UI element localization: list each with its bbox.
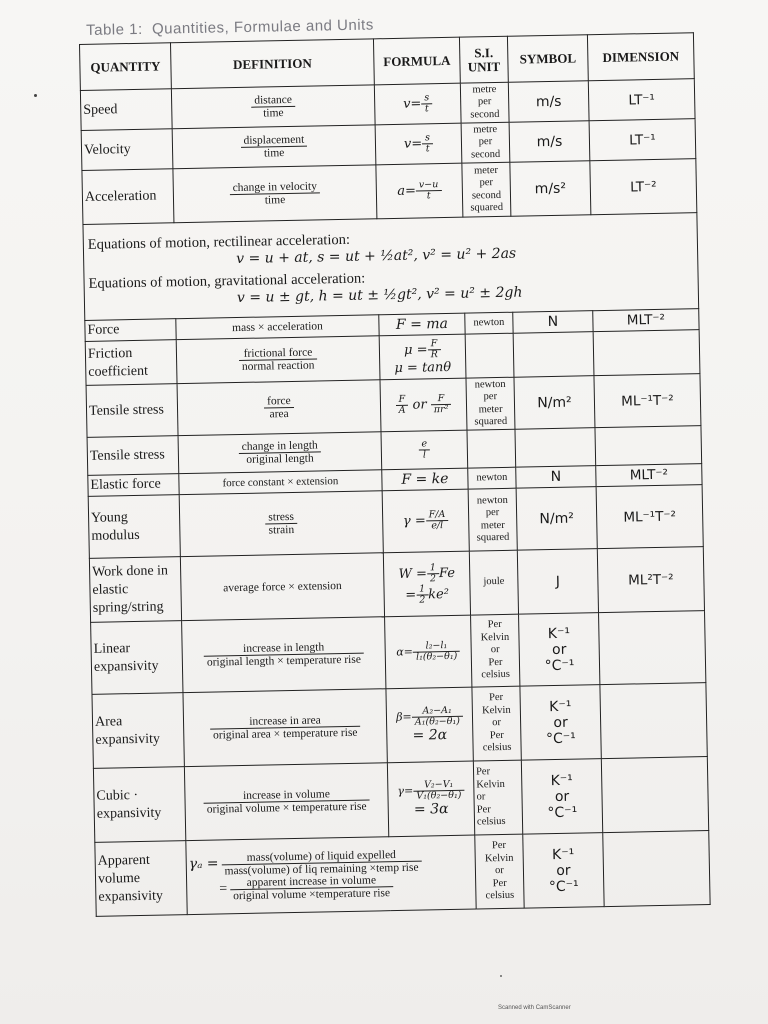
- table-row: [95, 831, 710, 917]
- formula-denominator: l: [422, 449, 427, 461]
- definition-cell: [177, 380, 381, 436]
- symbol-line: or: [554, 788, 570, 805]
- def-denominator: original volume × temperature rise: [206, 800, 367, 816]
- definition-cell: [178, 432, 382, 474]
- unit-line: squared: [476, 531, 510, 544]
- definition-cell: [176, 336, 380, 384]
- formula-lhs: α=: [396, 645, 414, 659]
- formula-numerator: 1: [427, 563, 439, 574]
- formula-alt: = 3α: [413, 801, 449, 818]
- def-denominator: area: [269, 408, 289, 421]
- def-denominator: original length × temperature rise: [206, 653, 361, 669]
- formula-numerator: F: [395, 395, 408, 406]
- unit-line: second: [470, 108, 500, 121]
- quantity-cell: Young modulus: [88, 495, 180, 559]
- unit-cell: [462, 162, 511, 217]
- unit-cell: [468, 488, 517, 551]
- unit-line: second: [471, 189, 502, 201]
- def-numerator: change in velocity: [230, 180, 321, 195]
- quantity-cell: Speed: [80, 89, 172, 131]
- unit-cell: [460, 82, 509, 123]
- gravitational-heading: Equations of motion, gravitational acceleration:: [88, 270, 366, 292]
- gravitational-equations: v = u ± gt, h = ut ± ½gt², v² = u² ± 2gh: [236, 284, 523, 306]
- formula-numerator: A₂−A₁: [412, 706, 463, 718]
- symbol-cell: [520, 685, 601, 761]
- formula-denominator: A₁(θ₂−θ₁): [414, 715, 461, 728]
- header-quantity: QUANTITY: [80, 43, 172, 91]
- unit-line: or: [476, 791, 486, 803]
- formula-lhs: γ=: [397, 784, 414, 798]
- formula-denominator: t: [426, 190, 431, 202]
- unit-line: per: [485, 507, 500, 519]
- table-row: [88, 485, 703, 559]
- def-numerator: increase in area: [210, 714, 361, 730]
- rectilinear-equations: v = u + at, s = ut + ½at², v² = u² + 2as: [235, 245, 517, 267]
- definition-cell: [172, 125, 376, 169]
- def-numerator: apparent increase in volume: [230, 874, 393, 890]
- symbol-line: or: [551, 641, 567, 658]
- formula-numerator: l₂−l₁: [413, 641, 460, 653]
- dimension-cell: LT⁻¹: [589, 119, 696, 161]
- formula-cell: [375, 123, 462, 165]
- unit-cell: [467, 429, 516, 468]
- formula-lhs: v=: [402, 96, 422, 112]
- quantity-cell: Area expansivity: [92, 693, 184, 769]
- unit-cell: [472, 686, 521, 761]
- formula-numerator: v−u: [416, 180, 442, 191]
- symbol-line: °C⁻¹: [548, 878, 579, 895]
- def-denominator: original volume ×temperature rise: [233, 886, 391, 902]
- symbol-cell: N/m²: [514, 376, 595, 430]
- def-numerator: force: [264, 395, 294, 409]
- unit-line: newton: [476, 494, 508, 506]
- formula-lhs: μ =: [403, 341, 428, 358]
- equals-sign: =: [219, 880, 228, 897]
- unit-line: squared: [474, 415, 508, 428]
- unit-line: Per: [476, 803, 491, 816]
- header-si-unit: S.I. UNIT: [459, 36, 508, 83]
- formula-numerator: 1: [416, 584, 428, 595]
- stray-mark: [500, 975, 502, 977]
- symbol-cell: m/s: [508, 81, 589, 123]
- def-denominator: strain: [268, 523, 295, 537]
- dimension-cell: [599, 611, 706, 685]
- formula-alt: = 2α: [412, 727, 448, 744]
- formula-cell: [380, 378, 467, 432]
- unit-line: meter: [478, 403, 503, 415]
- def-numerator: stress: [265, 511, 297, 525]
- formula-numerator: s: [422, 133, 433, 144]
- unit-cell: [466, 377, 515, 430]
- quantity-cell: Work done in elastic spring/string: [89, 557, 181, 623]
- unit-line: Per: [488, 656, 503, 669]
- dimension-cell: LT⁻²: [590, 159, 697, 215]
- table-row: [91, 611, 706, 695]
- dimension-cell: [595, 426, 702, 466]
- def-denominator: normal reaction: [241, 359, 315, 373]
- header-formula: FORMULA: [373, 37, 460, 85]
- quantity-cell: Acceleration: [82, 169, 174, 225]
- formula-lhs: γₐ =: [188, 855, 219, 872]
- definition-cell: [186, 835, 476, 915]
- formula-denominator: e/l: [431, 520, 444, 532]
- quantity-cell: Tensile stress: [86, 384, 178, 438]
- formula-denominator: V₁(θ₂−θ₁): [416, 789, 462, 802]
- symbol-cell: [513, 332, 594, 378]
- symbol-cell: [521, 759, 602, 835]
- symbol-cell: [523, 833, 604, 909]
- quantity-cell: Tensile stress: [87, 436, 179, 476]
- unit-line: per: [477, 96, 492, 108]
- def-denominator: time: [263, 147, 285, 160]
- definition-cell: average force × extension: [180, 553, 384, 621]
- formula-cell: F = ke: [382, 468, 468, 491]
- unit-line: metre: [472, 83, 497, 96]
- formula-cell: [382, 489, 469, 553]
- def-denominator: mass(volume) of liq remaining ×temp rise: [224, 861, 419, 877]
- formula-numerator: s: [421, 93, 432, 104]
- symbol-line: or: [553, 714, 568, 731]
- unit-line: celsius: [476, 816, 506, 828]
- scan-footer: Scanned with CamScanner: [498, 1005, 571, 1011]
- unit-line: Kelvin: [484, 852, 514, 865]
- symbol-line: K⁻¹: [550, 772, 573, 789]
- formula-lhs: β=: [396, 710, 412, 724]
- equations-row: [83, 213, 699, 321]
- def-denominator: time: [263, 107, 284, 120]
- definition-cell: [173, 165, 377, 223]
- definition-cell: force constant × extension: [179, 470, 382, 495]
- quantity-cell: Elastic force: [88, 474, 179, 497]
- formula-numerator: V₂−V₁: [413, 780, 464, 792]
- equations-cell: [83, 213, 699, 321]
- header-definition: DEFINITION: [170, 39, 374, 89]
- unit-line: Per: [489, 692, 504, 704]
- table-title: Table 1: Quantities, Formulae and Units: [86, 16, 374, 39]
- dimension-cell: ML⁻¹T⁻²: [596, 485, 703, 549]
- unit-line: Per: [491, 840, 507, 852]
- unit-line: celsius: [485, 890, 515, 902]
- unit-line: per: [483, 391, 498, 403]
- formula-denominator: t: [424, 103, 429, 115]
- formula-cell: [387, 761, 474, 837]
- table-row: [92, 683, 707, 769]
- unit-line: Kelvin: [480, 631, 510, 644]
- header-dimension: DIMENSION: [587, 33, 694, 81]
- def-numerator: mass(volume) of liquid expelled: [221, 848, 421, 865]
- formula-cell: [374, 83, 461, 125]
- unit-line: meter: [473, 164, 499, 176]
- unit-line: or: [494, 865, 504, 877]
- definition-cell: [182, 617, 386, 693]
- unit-cell: [473, 760, 522, 835]
- unit-cell: joule: [469, 550, 518, 615]
- unit-line: squared: [470, 201, 504, 214]
- dimension-cell: MLT⁻²: [596, 464, 702, 487]
- def-numerator: frictional force: [239, 346, 318, 361]
- formula-denominator: R: [430, 348, 438, 360]
- quantity-cell: Friction coefficient: [85, 340, 177, 386]
- formula-lhs: v=: [403, 136, 423, 152]
- formula-cell: [379, 334, 466, 380]
- formula-numerator: e: [418, 439, 430, 450]
- quantity-cell: Velocity: [81, 129, 173, 171]
- rectilinear-heading: Equations of motion, rectilinear acceleration:: [87, 231, 351, 253]
- dimension-cell: [601, 757, 708, 833]
- def-numerator: distance: [251, 94, 295, 108]
- unit-line: or: [492, 717, 502, 729]
- unit-line: newton: [474, 378, 506, 390]
- formula-alt: μ = tanθ: [394, 359, 452, 376]
- table-row: [93, 757, 708, 843]
- dimension-cell: [593, 330, 700, 376]
- symbol-line: °C⁻¹: [545, 730, 576, 747]
- unit-line: per: [479, 177, 494, 189]
- header-symbol: SYMBOL: [507, 35, 588, 83]
- symbol-cell: [519, 613, 600, 687]
- unit-line: or: [490, 644, 500, 656]
- def-numerator: change in length: [239, 439, 321, 454]
- formula-cell: F = ma: [379, 313, 465, 336]
- symbol-line: or: [556, 862, 571, 879]
- formula-lhs: γ =: [402, 513, 426, 529]
- unit-line: Per: [475, 766, 491, 778]
- quantity-cell: Cubic · expansivity: [93, 767, 185, 843]
- dimension-cell: LT⁻¹: [588, 79, 695, 121]
- def-denominator: time: [264, 194, 286, 207]
- formula-cell: [383, 551, 470, 617]
- formula-denominator: πr²: [433, 403, 449, 416]
- formula-cell: [386, 687, 473, 763]
- symbol-cell: [515, 428, 596, 468]
- unit-line: celsius: [482, 742, 512, 754]
- unit-cell: [475, 834, 524, 909]
- formula-denominator: A: [398, 404, 406, 416]
- formula-or: or: [412, 397, 427, 413]
- formula-denominator: 2: [419, 593, 426, 606]
- unit-cell: newton: [468, 467, 516, 489]
- symbol-cell: m/s²: [510, 161, 591, 217]
- definition-cell: [183, 689, 387, 767]
- unit-line: second: [470, 148, 501, 161]
- def-numerator: increase in length: [204, 641, 364, 657]
- formula-lhs: W =: [398, 565, 428, 582]
- formula-denominator: 2: [429, 572, 437, 584]
- unit-line: Per: [489, 729, 504, 741]
- def-denominator: original length: [246, 452, 314, 466]
- symbol-cell: J: [517, 549, 598, 615]
- formula-cell: [376, 163, 463, 219]
- symbol-cell: m/s: [509, 121, 590, 163]
- symbol-line: K⁻¹: [549, 698, 572, 715]
- symbol-line: °C⁻¹: [544, 657, 575, 674]
- dimension-cell: [603, 831, 710, 907]
- unit-line: metre: [473, 123, 498, 136]
- formula-denominator: t: [425, 143, 430, 155]
- stray-mark: [34, 94, 37, 97]
- def-numerator: increase in volume: [203, 788, 369, 804]
- quantity-cell: Linear expansivity: [91, 621, 183, 695]
- formula-denominator: l₁(θ₂−θ₁): [415, 650, 458, 663]
- definition-cell: [184, 763, 388, 841]
- symbol-line: °C⁻¹: [547, 804, 578, 821]
- definition-cell: [179, 491, 383, 557]
- unit-cell: [471, 614, 520, 687]
- definition-cell: [171, 85, 375, 129]
- symbol-cell: N/m²: [516, 487, 597, 551]
- formula-cell: [385, 615, 472, 689]
- formula-rhs: Fe: [438, 565, 456, 581]
- unit-cell: [461, 122, 510, 163]
- unit-line: Kelvin: [481, 704, 511, 717]
- unit-line: Kelvin: [476, 778, 505, 791]
- quantity-cell: Force: [85, 319, 176, 342]
- formula-numerator: F: [431, 394, 452, 405]
- definition-cell: mass × acceleration: [176, 315, 379, 340]
- dimension-cell: ML²T⁻²: [597, 547, 704, 613]
- formula-lhs: a=: [397, 183, 417, 199]
- unit-cell: [465, 333, 514, 378]
- unit-cell: newton: [465, 312, 513, 334]
- formula-rhs: ke²: [428, 586, 450, 602]
- table-row: [89, 547, 704, 623]
- unit-line: per: [478, 136, 493, 148]
- formula-numerator: F: [427, 339, 440, 350]
- dimension-cell: ML⁻¹T⁻²: [594, 374, 701, 428]
- quantity-cell: Apparent volume expansivity: [95, 841, 187, 917]
- dimension-cell: [600, 683, 707, 759]
- def-denominator: original area × temperature rise: [212, 726, 358, 742]
- symbol-cell: N: [513, 311, 593, 334]
- unit-line: celsius: [481, 669, 511, 681]
- symbol-line: K⁻¹: [551, 846, 575, 863]
- formula-lhs: =: [405, 587, 417, 603]
- dimension-cell: MLT⁻²: [593, 309, 699, 332]
- formula-numerator: F/A: [426, 510, 449, 521]
- formula-cell: [381, 430, 468, 470]
- quantities-table: [79, 32, 711, 917]
- def-numerator: displacement: [240, 134, 307, 148]
- unit-line: Per: [492, 877, 507, 889]
- symbol-line: K⁻¹: [547, 625, 571, 642]
- symbol-cell: N: [516, 466, 596, 489]
- unit-line: Per: [487, 619, 502, 631]
- unit-line: meter: [480, 519, 505, 531]
